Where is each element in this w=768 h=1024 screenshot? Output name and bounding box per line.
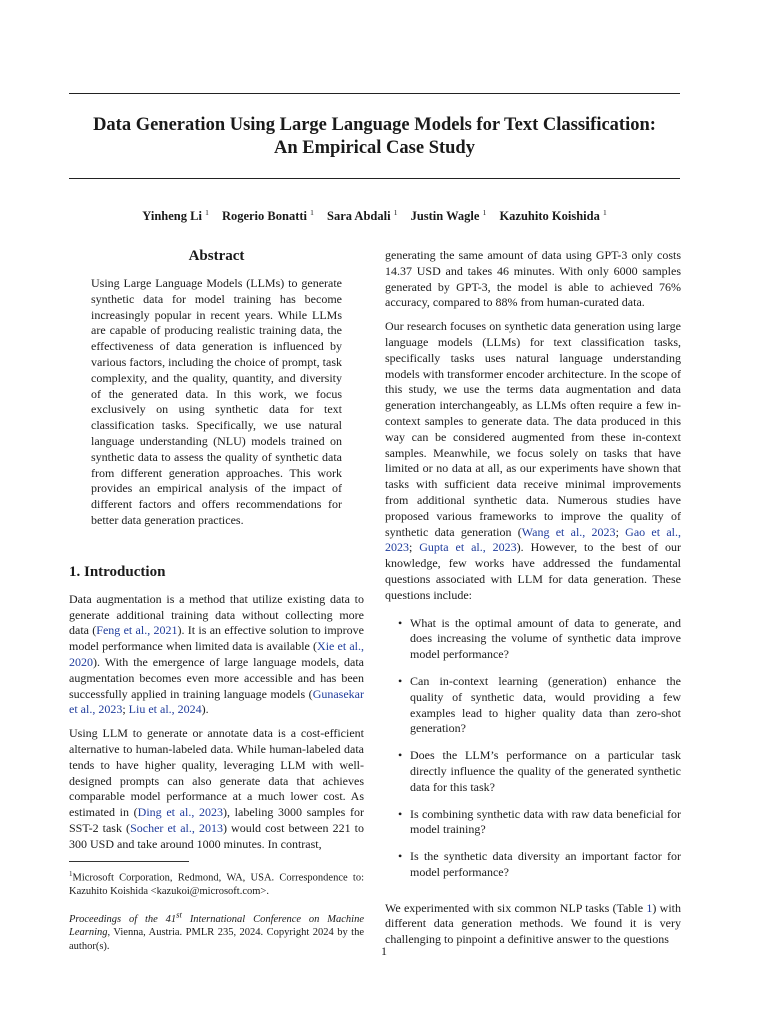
list-item [385,807,681,839]
text-run: ; [122,702,129,717]
title-bottom-rule [69,178,680,179]
footnote-mark: 1 [69,869,73,878]
title-line-1: Data Generation Using Large Language Models for Text Classification: [93,115,656,135]
list-item [385,674,681,737]
text-run: We experimented with six common NLP tasks (Table [385,900,647,915]
text-run: ), labeling 3000 samples for SST-2 task ( [69,805,364,835]
table-reference-link[interactable]: 1 [646,900,653,915]
question-text: Is combining synthetic data with raw data beneficial for model training? [410,806,681,837]
intro-paragraph-2 [69,726,364,852]
bullet-icon: • [398,849,403,864]
citation-link[interactable]: Gunasekar et al., 2023 [69,686,364,717]
author-3 [327,209,397,223]
text-run: ; [409,540,420,555]
intro-paragraph-5 [385,901,681,948]
author-2 [222,209,314,223]
citation-link[interactable]: Ding et al., 2023 [137,805,223,820]
affiliation-mark: 1 [205,208,209,217]
author-name: Kazuhito Koishida [499,209,600,224]
citation-link[interactable]: Socher et al., 2013 [130,820,223,835]
text-run: Our research focuses on synthetic data generation using large language models (LLMs) for text classification tasks, specifically tasks uses natural language understanding models with transformer encoder architecture. In the scope of this study, we use the terms data augmentation and data generation interchangeably, as LLMs often require a few in-context samples to generate data. The data produced in this way can be considered augmented from these in-context samples. Meanwhile, we focus solely on tasks that have limited or no data at all, as our experiments have shown that tasks with sufficient data receive minimal improvements from additional synthetic data. Numerous studies have proposed various frameworks to improve the quality of synthetic data generation ( [385,319,681,539]
abstract-text: Using Large Language Models (LLMs) to generate synthetic data for model training has become increasingly popular in recent years. While LLMs are capable of producing realistic training data, the effectiveness of data generation is influenced by various factors, including the choice of prompt, task complexity, and the quality, quantity, and diversity of the generated data. In this work, we focus exclusively on using synthetic data for text classification tasks. Specifically, we use natural language understanding (NLU) models trained on synthetic data to assess the quality of synthetic data from different generation approaches. This work provides an empirical analysis of the impact of different factors and offers recommendations for better data generation practices. [91,276,342,527]
author-name: Rogerio Bonatti [221,209,307,224]
text-run: Proceedings of the [69,913,166,925]
citation-link[interactable]: Gupta et al., 2023 [419,540,517,555]
footnote-text: Microsoft Corporation, Redmond, WA, USA. Correspondence to: Kazuhito Koishida <kazukoi@microsoft.com>. [69,872,364,897]
list-item [385,616,681,663]
intro-paragraph-1 [69,592,364,718]
citation-link[interactable]: Liu et al., 2024 [128,702,202,717]
text-run: , Vienna, Austria. PMLR 235, 2024. Copyright 2024 by the author(s). [69,927,364,952]
title-line-2: An Empirical Case Study [274,138,475,158]
text-run: st [176,909,182,919]
affiliation-mark: 1 [602,208,607,217]
author-list [69,205,680,224]
question-text: Does the LLM’s performance on a particular task directly influence the quality of the generated synthetic data for this task? [410,748,681,794]
text-run: Data augmentation is a method that utilize existing data to generate additional training data without collecting more data ( [69,591,364,638]
bullet-icon: • [398,806,403,821]
citation-link[interactable]: Feng et al., 2021 [96,623,178,638]
author-name: Justin Wagle [410,209,480,224]
page-number: 1 [381,944,387,958]
top-rule [69,93,680,94]
text-run: ) would cost between 221 to 300 USD and take around 1000 minutes. In contrast, [69,820,364,851]
bullet-icon: • [398,748,403,763]
text-run: ). However, to the best of our knowledge, few works have addressed the fundamental questions associated with LLM for data generation. These questions include: [385,540,681,602]
list-item [385,748,681,795]
text-run: Using LLM to generate or annotate data is a cost-efficient alternative to human-labeled data. While human-labeled data tends to have higher quality, leveraging LLM with well-designed prompts can also generate data that achieves comparable model performance at a much lower cost. As estimated in ( [69,726,364,820]
right-column [385,248,681,956]
text-run: ). It is an effective solution to improve model performance when limited data is available ( [69,623,364,654]
author-1 [142,209,209,223]
research-questions-list [385,616,681,881]
author-5 [499,209,606,223]
question-text: Is the synthetic data diversity an important factor for model performance? [410,849,681,879]
author-name: Sara Abdali [327,209,391,224]
text-run: ). [201,702,209,717]
intro-paragraph-3: generating the same amount of data using GPT-3 only costs 14.37 USD and takes 46 minutes. With only 6000 samples generated by GPT-3, the model is able to achieved 76% accuracy, compared to 88% from human-curated data. [385,248,681,310]
footnote-rule [69,861,189,862]
affiliation-mark: 1 [310,208,314,217]
abstract-heading: Abstract [188,248,245,264]
citation-link[interactable]: Xie et al., 2020 [69,639,364,669]
question-text: What is the optimal amount of data to generate, and does increasing the volume of synthetic data improve model performance? [410,615,681,662]
author-4 [411,209,487,223]
text-run: ) with different data generation methods. We found it is very challenging to pinpoint a definitive answer to the questions [385,900,681,947]
bullet-icon: • [398,673,403,688]
author-name: Yinheng Li [142,209,202,224]
citation-link[interactable]: Gao et al., 2023 [385,524,682,555]
text-run: 41 [165,913,177,925]
introduction-heading: 1. Introduction [69,563,166,580]
left-column [69,246,364,953]
bullet-icon: • [398,615,403,630]
affiliation-mark: 1 [393,208,398,217]
affiliation-footnote [69,868,364,899]
text-run: ). With the emergence of large language models, data augmentation becomes even more accessible and has been successfully applied in training language models ( [69,654,364,701]
question-text: Can in-context learning (generation) enhance the quality of synthetic data, would providing a few examples lead to higher quality data than zero-shot generation? [410,673,681,736]
text-run: International Conference on Machine Learning [69,913,364,938]
intro-paragraph-4 [385,319,681,603]
paper-title [69,114,680,160]
affiliation-mark: 1 [482,208,487,217]
citation-link[interactable]: Wang et al., 2023 [521,524,616,539]
text-run: ; [615,524,626,539]
list-item [385,849,681,881]
